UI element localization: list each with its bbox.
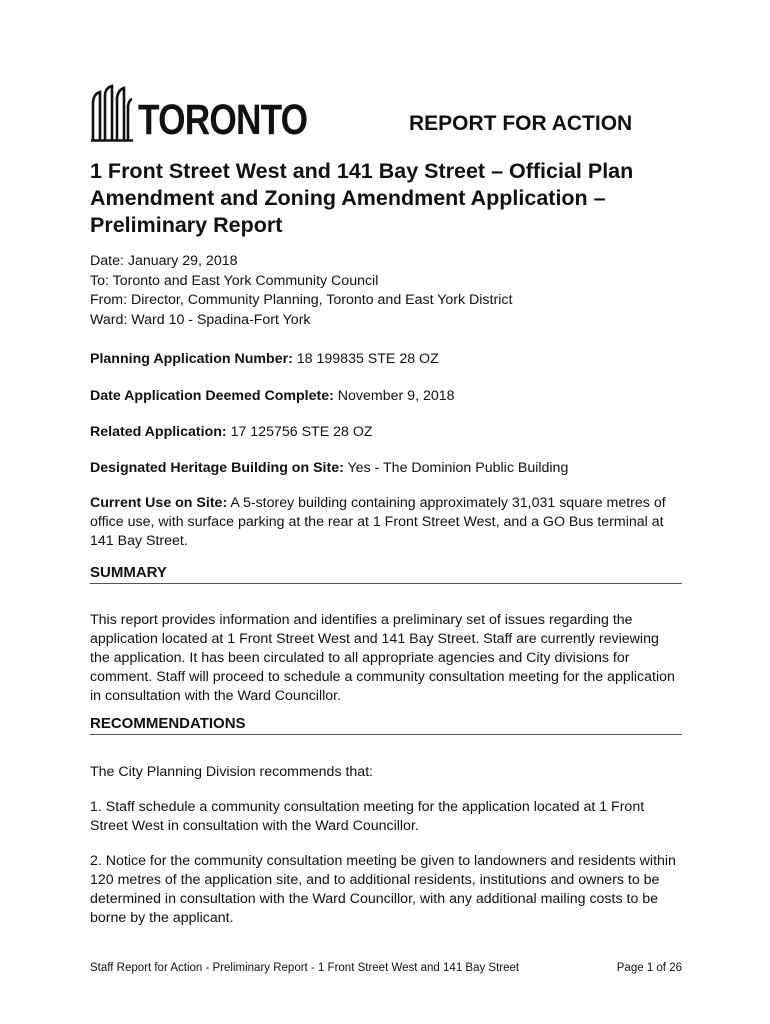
recommendation-item-2: 2. Notice for the community consultation meeting be given to landowners and residents within 120 metres of the application site, and to additional residents, institutions and owners to be determined in consultation with the Ward Councillor, with any additional mailing costs to be borne by the applicant. <box>90 853 676 926</box>
field-label: Related Application: <box>90 424 227 440</box>
field-related-application <box>90 423 690 442</box>
page-footer <box>90 962 682 974</box>
meta-date: Date: January 29, 2018 <box>90 253 238 269</box>
recommendations-intro: The City Planning Division recommends that: <box>90 764 374 780</box>
logo-wordmark: TORONTO <box>138 96 308 144</box>
field-current-use <box>90 494 670 551</box>
field-label: Current Use on Site: <box>90 495 228 511</box>
summary-text: This report provides information and identifies a preliminary set of issues regarding the application located at 1 Front Street West and 141 Bay Street. Staff are currently reviewing the application. It has been circulated to all appropriate agencies and City divisions for comment. Staff will proceed to schedule a community consultation meeting for the application in consultation with the Ward Councillor. <box>90 612 675 704</box>
field-application-number <box>90 350 690 369</box>
field-label: Planning Application Number: <box>90 351 293 367</box>
recommendation-item-1: 1. Staff schedule a community consultation meeting for the application located at 1 Front Street West in consultation with the Ward Councillor. <box>90 799 645 834</box>
field-value: 17 125756 STE 28 OZ <box>226 424 373 440</box>
field-label: Designated Heritage Building on Site: <box>90 460 344 476</box>
toronto-logo <box>90 82 344 142</box>
field-label: Date Application Deemed Complete: <box>90 388 334 404</box>
meta-to: To: Toronto and East York Community Council <box>90 272 379 289</box>
footer-report-label: Staff Report for Action - Preliminary Report - 1 Front Street West and 141 Bay Street <box>90 962 520 974</box>
summary-heading: SUMMARY <box>90 564 682 584</box>
field-date-deemed-complete <box>90 387 690 406</box>
recommendations-heading: RECOMMENDATIONS <box>90 715 682 735</box>
meta-from: From: Director, Community Planning, Toronto and East York District <box>90 292 513 308</box>
field-value: A 5-storey building containing approximately 31,031 square metres of office use, with surface parking at the rear at 1 Front Street West, and a GO Bus terminal at 141 Bay Street. <box>90 495 666 549</box>
field-value: 18 199835 STE 28 OZ <box>292 351 439 367</box>
field-value: Yes - The Dominion Public Building <box>343 460 569 476</box>
city-hall-logo-icon <box>90 84 134 142</box>
field-heritage-building <box>90 459 690 478</box>
report-title: 1 Front Street West and 141 Bay Street – Official Plan Amendment and Zoning Amendment Application – Preliminary Report <box>90 159 634 237</box>
page-number: Page 1 of 26 <box>616 962 682 974</box>
field-value: November 9, 2018 <box>333 388 455 404</box>
report-meta <box>90 252 512 330</box>
meta-ward: Ward: Ward 10 - Spadina-Fort York <box>90 311 311 328</box>
report-type-heading: REPORT FOR ACTION <box>409 112 633 135</box>
